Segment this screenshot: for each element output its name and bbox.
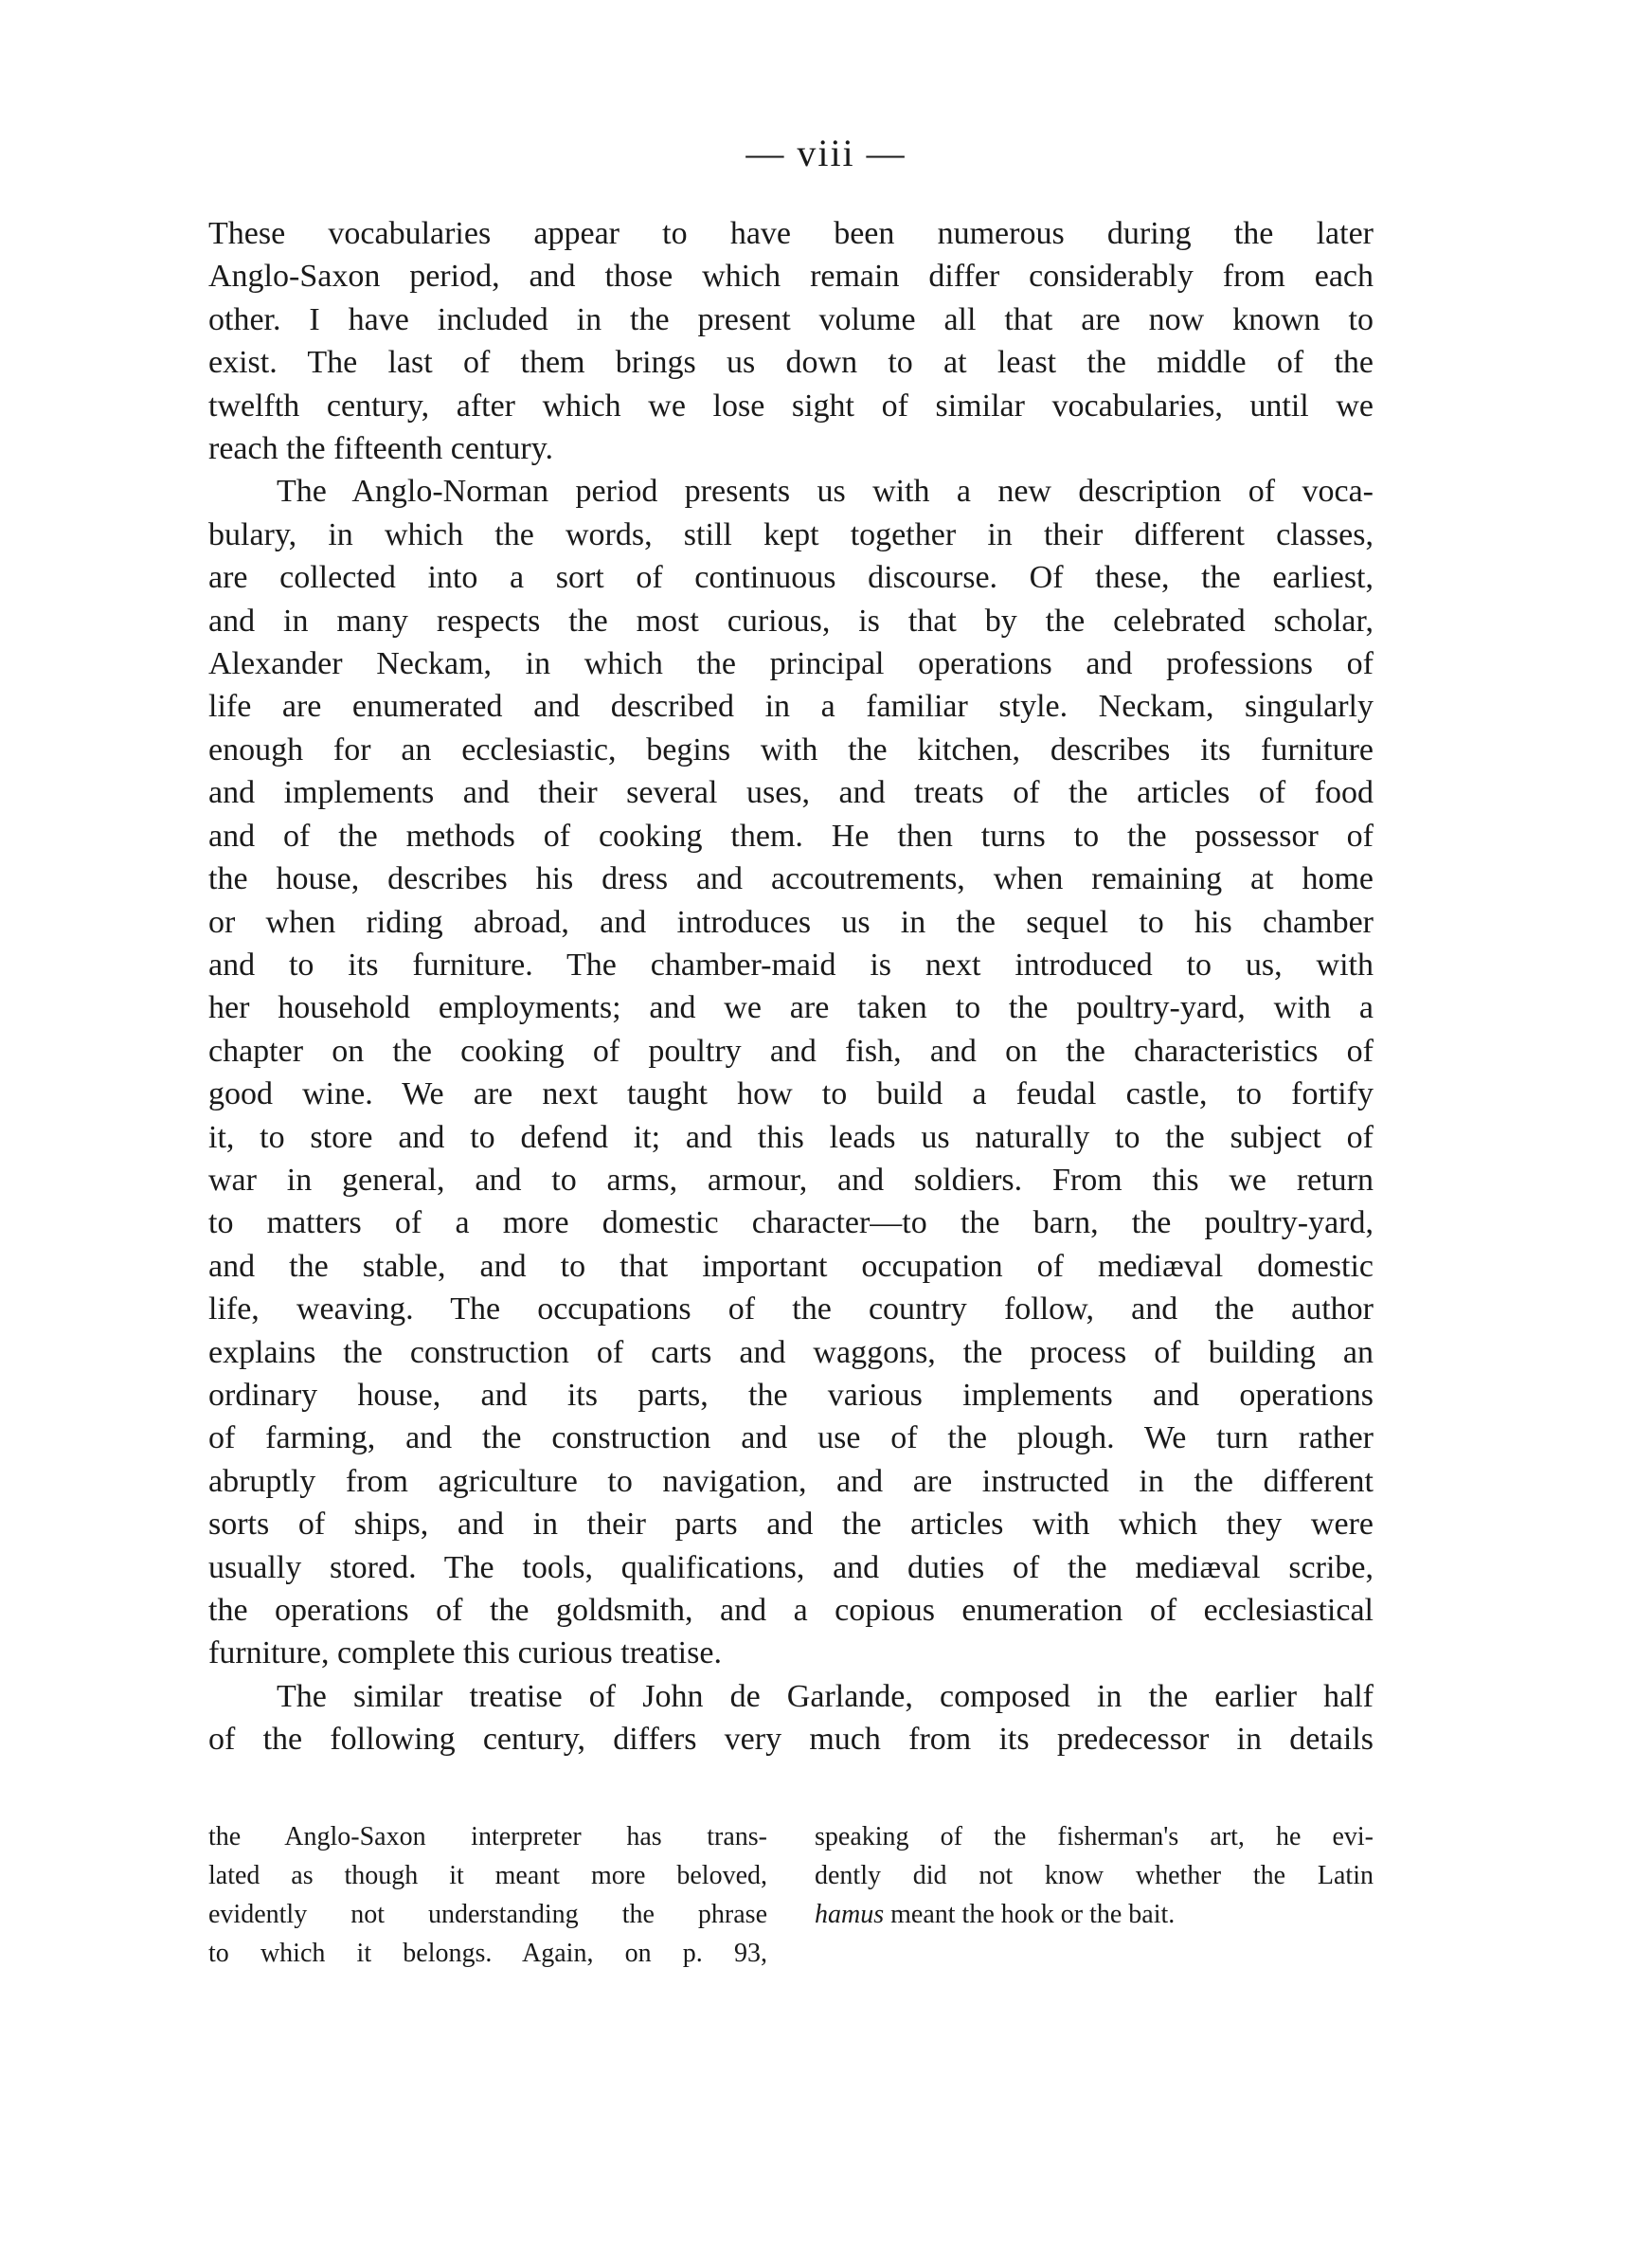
footnote-column-left [208,1817,767,1973]
text-line: and the stable, and to that important occupation of mediæval domestic [208,1248,1374,1284]
footnote-line: evidently not understanding the phrase [208,1900,767,1929]
text-line: it, to store and to defend it; and this leads us naturally to the subject of [208,1119,1374,1155]
text-line: usually stored. The tools, qualifications, and duties of the mediæval scribe, [208,1549,1374,1585]
text-line: sorts of ships, and in their parts and the articles with which they were [208,1507,1374,1543]
footnote-line-rest: meant the hook or the bait. [884,1900,1176,1929]
text-line: exist. The last of them brings us down to at least the middle of the [208,345,1374,381]
paragraph-2 [208,470,1374,1674]
text-line: chapter on the cooking of poultry and fish, and on the characteristics of [208,1033,1374,1069]
text-line: furniture, complete this curious treatise. [208,1635,722,1671]
text-line: enough for an ecclesiastic, begins with the kitchen, describes its furniture [208,731,1374,767]
text-line: to matters of a more domestic character—to the barn, the poultry-yard, [208,1205,1374,1241]
footnote-line: to which it belongs. Again, on p. 93, [208,1939,767,1968]
text-line: of farming, and the construction and use of the plough. We turn rather [208,1420,1374,1456]
text-line: life are enumerated and described in a familiar style. Neckam, singularly [208,689,1374,725]
text-line: are collected into a sort of continuous discourse. Of these, the earliest, [208,560,1374,596]
text-line: the house, describes his dress and accoutrements, when remaining at home [208,861,1374,897]
paragraph-1 [208,212,1374,470]
footnote-line: speaking of the fisherman's art, he evi- [815,1822,1374,1851]
text-line: and implements and their several uses, and treats of the articles of food [208,775,1374,811]
footnote-line: lated as though it meant more beloved, [208,1861,767,1890]
footnote-line [815,1895,1374,1934]
text-line: life, weaving. The occupations of the country follow, and the author [208,1291,1374,1327]
text-line: and of the methods of cooking them. He then turns to the possessor of [208,818,1374,854]
text-line: abruptly from agriculture to navigation, and are instructed in the different [208,1463,1374,1499]
text-line: other. I have included in the present volume all that are now known to [208,301,1374,337]
main-text [208,212,1374,1761]
text-line: reach the fifteenth century. [208,431,554,467]
text-line: bulary, in which the words, still kept together in their different classes, [208,516,1374,552]
text-line: The similar treatise of John de Garlande, composed in the earlier half [277,1678,1374,1714]
text-line: the operations of the goldsmith, and a copious enumeration of ecclesiastical [208,1593,1374,1628]
text-line: ordinary house, and its parts, the various implements and operations [208,1377,1374,1413]
text-line: or when riding abroad, and introduces us in the sequel to his chamber [208,904,1374,940]
text-line: Alexander Neckam, in which the principal operations and professions of [208,646,1374,682]
paragraph-3 [208,1675,1374,1761]
text-line: Anglo-Saxon period, and those which remain differ considerably from each [208,259,1374,295]
page-number: — viii — [745,132,907,174]
footnote-column-right [815,1817,1374,1934]
text-line: and to its furniture. The chamber-maid is next introduced to us, with [208,947,1374,983]
footnote-line: the Anglo-Saxon interpreter has trans- [208,1822,767,1851]
text-line: The Anglo-Norman period presents us with a new description of voca- [277,474,1374,510]
text-line: good wine. We are next taught how to build a feudal castle, to fortify [208,1076,1374,1112]
text-line: her household employments; and we are taken to the poultry-yard, with a [208,990,1374,1026]
text-line: of the following century, differs very much from its predecessor in details [208,1722,1374,1758]
footnote-line: dently did not know whether the Latin [815,1861,1374,1890]
text-line: and in many respects the most curious, is that by the celebrated scholar, [208,603,1374,639]
text-line: war in general, and to arms, armour, and soldiers. From this we return [208,1162,1374,1198]
latin-term: hamus [815,1900,885,1929]
text-line: twelfth century, after which we lose sight of similar vocabularies, until we [208,388,1374,424]
text-line: explains the construction of carts and waggons, the process of building an [208,1334,1374,1370]
text-line: These vocabularies appear to have been numerous during the later [208,216,1374,251]
